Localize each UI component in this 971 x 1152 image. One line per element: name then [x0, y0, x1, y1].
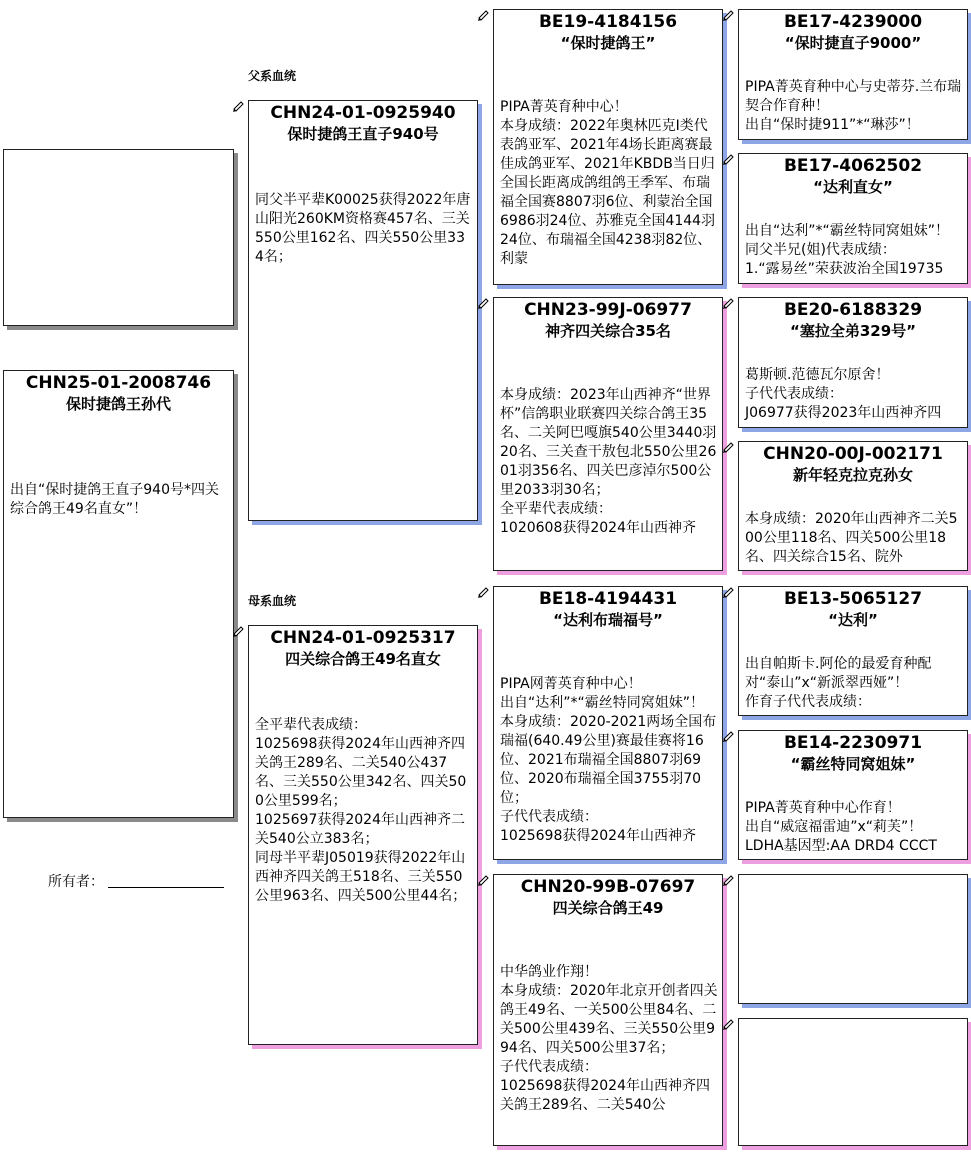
- sire-dam-sire-card[interactable]: [738, 297, 968, 428]
- dam-line-label: 母系血统: [248, 594, 297, 608]
- edit-icon[interactable]: [722, 1017, 736, 1031]
- ssd-text: 出自“达利”*“霸丝特同窝姐妹”！ 同父半兄(姐)代表成绩： 1.“露易丝”荣获波治全国19735: [745, 223, 950, 277]
- edit-icon[interactable]: [722, 8, 736, 22]
- dam-text: 全平辈代表成绩： 1025698获得2024年山西神齐四关鸽王289名、二关540公437名、三关550公里342名、四关500公里599名； 1025697获得2024年山西神齐二关540公立383名； 同母半平辈J05019获得2022年山西神齐四关鸽王518名、三关550公里963名、四关500公里44名；: [255, 717, 467, 904]
- dam-card[interactable]: [248, 625, 478, 1045]
- sire-sire-sire-card[interactable]: [738, 9, 968, 140]
- dam-sire-name: “达利布瑞福号”: [553, 611, 663, 629]
- owner-field: [48, 871, 224, 891]
- sds-name: “塞拉全弟329号”: [789, 322, 917, 340]
- subject-text: 出自“保时捷鸽王直子940号*四关综合鸽王49名直女”！: [10, 482, 219, 517]
- sds-text: 葛斯顿.范德瓦尔原舍！ 子代代表成绩： J06977获得2023年山西神齐四: [745, 367, 942, 421]
- dam-name: 四关综合鸽王49名直女: [285, 650, 441, 668]
- edit-icon[interactable]: [722, 873, 736, 887]
- dsd-ring-number: BE14-2230971: [783, 733, 923, 753]
- dam-ring-number: CHN24-01-0925317: [270, 628, 456, 648]
- dam-sire-sire-card[interactable]: [738, 586, 968, 716]
- sire-dam-name: 神齐四关综合35名: [545, 322, 671, 340]
- sire-ring-number: CHN24-01-0925940: [270, 103, 456, 123]
- edit-icon[interactable]: [722, 585, 736, 599]
- dsd-name: “霸丝特同窝姐妹”: [790, 755, 916, 773]
- dam-sire-card[interactable]: [493, 586, 723, 860]
- edit-icon[interactable]: [232, 99, 246, 113]
- edit-icon[interactable]: [477, 585, 491, 599]
- dam-dam-sire-card[interactable]: [738, 874, 968, 1004]
- sire-dam-card[interactable]: [493, 297, 723, 571]
- dam-dam-name: 四关综合鸽王49: [552, 899, 664, 917]
- dam-dam-ring-number: CHN20-99B-07697: [520, 877, 696, 897]
- sire-sire-card[interactable]: [493, 9, 723, 285]
- edit-icon[interactable]: [232, 624, 246, 638]
- edit-icon[interactable]: [477, 8, 491, 22]
- sss-text: PIPA菁英育种中心与史蒂芬.兰布瑞契合作育种！ 出自“保时捷911”*“琳莎”！: [745, 79, 962, 133]
- dam-dam-dam-card[interactable]: [738, 1018, 968, 1146]
- ssd-name: “达利直女”: [813, 178, 893, 196]
- sss-ring-number: BE17-4239000: [783, 12, 923, 32]
- dam-sire-ring-number: BE18-4194431: [538, 589, 678, 609]
- sire-sire-name: “保时捷鸽王”: [560, 34, 656, 52]
- edit-icon[interactable]: [722, 729, 736, 743]
- sire-text: 同父半平辈K00025获得2022年唐山阳光260KM资格赛457名、三关550公里162名、四关550公里334名；: [255, 192, 471, 265]
- ssd-ring-number: BE17-4062502: [783, 156, 923, 176]
- sire-name: 保时捷鸽王直子940号: [287, 125, 439, 143]
- dam-sire-text: PIPA网菁英育种中心！ 出自“达利”*“霸丝特同窝姐妹”！ 本身成绩：2020-2021两场全国布瑞福(640.49公里)赛最佳赛将16位、2021布瑞福全国8807羽69位、2020布瑞福全国3755羽70位； 子代代表成绩： 1025698获得2024年山西神齐: [500, 676, 717, 844]
- owner-line[interactable]: [108, 887, 224, 888]
- sdd-ring-number: CHN20-00J-002171: [763, 444, 943, 464]
- edit-icon[interactable]: [722, 440, 736, 454]
- subject-card[interactable]: [3, 370, 234, 818]
- sire-line-label: 父系血统: [248, 69, 297, 83]
- dss-name: “达利”: [828, 611, 878, 629]
- sire-sire-text: PIPA菁英育种中心！ 本身成绩：2022年奥林匹克I类代表鸽亚军、2021年4场长距离赛最佳成鸽亚军、2021年KBDB当日归全国长距离成鸽组鸽王季军、布瑞福全国赛8807羽6位、利蒙治全国6986羽24位、苏雅克全国4144羽24位、布瑞福全国4238羽82位、利蒙: [500, 99, 716, 267]
- edit-icon[interactable]: [722, 296, 736, 310]
- dss-ring-number: BE13-5065127: [783, 589, 923, 609]
- sdd-text: 本身成绩：2020年山西神齐二关500公里118名、四关500公里18名、四关综合15名、院外: [745, 511, 958, 565]
- sire-dam-text: 本身成绩：2023年山西神齐“世界杯”信鸽职业联赛四关综合鸽王35名、二关阿巴嘎旗540公里3440羽20名、三关查干敖包北550公里2601羽356名、四关巴彦淖尔500公里2033羽30名； 全平辈代表成绩： 1020608获得2024年山西神齐: [500, 387, 717, 536]
- sire-sire-dam-card[interactable]: [738, 153, 968, 284]
- sire-dam-ring-number: CHN23-99J-06977: [524, 300, 692, 320]
- sss-name: “保时捷直子9000”: [784, 34, 922, 52]
- subject-name: 保时捷鸽王孙代: [65, 395, 171, 413]
- sds-ring-number: BE20-6188329: [783, 300, 923, 320]
- edit-icon[interactable]: [477, 296, 491, 310]
- edit-icon[interactable]: [722, 152, 736, 166]
- sire-dam-dam-card[interactable]: [738, 441, 968, 571]
- edit-icon[interactable]: [477, 873, 491, 887]
- subject-ring-number: CHN25-01-2008746: [25, 373, 212, 393]
- dss-text: 出自帕斯卡.阿伦的最爱育种配对“泰山”x“新派翠西娅”！ 作育子代代表成绩：: [745, 656, 932, 710]
- sdd-name: 新年轻克拉克孙女: [792, 466, 913, 484]
- dam-sire-dam-card[interactable]: [738, 730, 968, 860]
- sire-card[interactable]: [248, 100, 478, 521]
- dam-dam-text: 中华鸽业作翔！ 本身成绩：2020年北京开创者四关鸽王49名、一关500公里84名、二关500公里439名、三关550公里994名、四关500公里37名； 子代代表成绩： 1025698获得2024年山西神齐四关鸽王289名、二关540公: [500, 964, 718, 1113]
- sire-sire-ring-number: BE19-4184156: [538, 12, 678, 32]
- dsd-text: PIPA菁英育种中心作育！ 出自“威寇福雷迪”x“莉芙”！ LDHA基因型:AA DRD4 CCCT: [745, 800, 937, 854]
- photo-box[interactable]: [3, 149, 234, 326]
- owner-label: 所有者：: [48, 874, 104, 890]
- dam-dam-card[interactable]: [493, 874, 723, 1146]
